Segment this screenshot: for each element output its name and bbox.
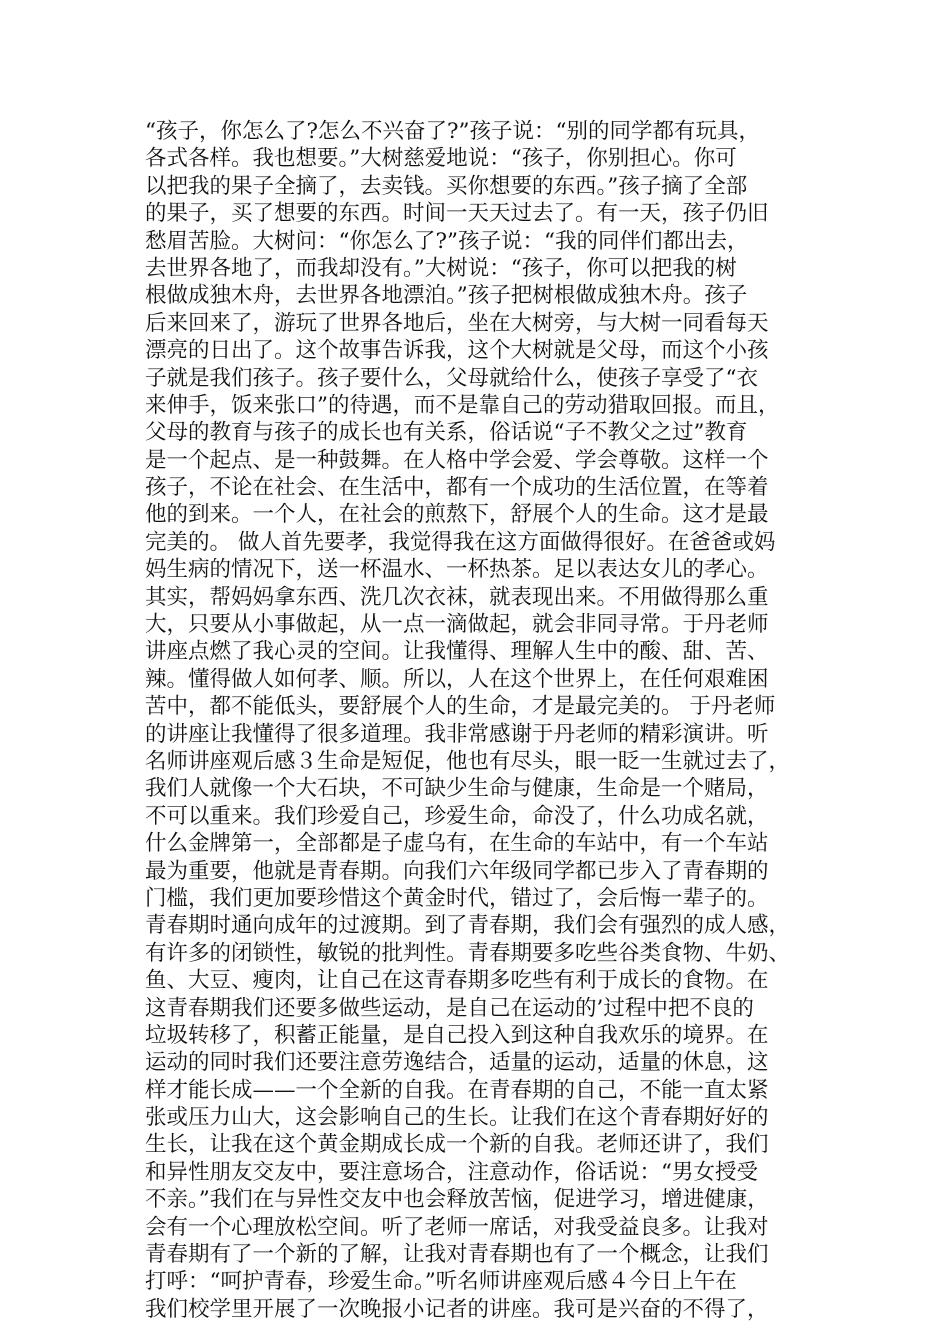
text-line: 妈生病的情况下，送一杯温水、一杯热茶。足以表达女儿的孝心。: [145, 557, 769, 583]
text-line: 打呼：“呵护青春，珍爱生命。”听名师讲座观后感４今日上午在: [145, 1269, 737, 1295]
text-line: 不可以重来。我们珍爱自己，珍爱生命，命没了，什么功成名就，: [145, 803, 769, 829]
text-line: 孩子，不论在社会、在生活中，都有一个成功的生活位置，在等着: [145, 475, 769, 501]
text-line: 青春期时通向成年的过渡期。到了青春期，我们会有强烈的成人感，: [145, 913, 791, 939]
text-line: 鱼、大豆、瘦肉，让自己在这青春期多吃些有利于成长的食物。在: [145, 968, 769, 994]
text-line: 和异性朋友交友中，要注意场合，注意动作，俗话说：“男女授受: [145, 1159, 758, 1185]
text-line: 是一个起点、是一种鼓舞。在人格中学会爱、学会尊敬。这样一个: [145, 447, 769, 473]
text-line: 后来回来了，游玩了世界各地后，坐在大树旁，与大树一同看每天: [145, 310, 769, 336]
text-line: 讲座点燃了我心灵的空间。让我懂得、理解人生中的酸、甜、苦、: [145, 639, 769, 665]
text-line: 不亲。”我们在与异性交友中也会释放苦恼，促进学习，增进健康，: [145, 1187, 769, 1213]
text-line: 辣。懂得做人如何孝、顺。所以，人在这个世界上，在任何艰难困: [145, 666, 769, 692]
text-line: 什么金牌第一，全部都是子虚乌有，在生命的车站中，有一个车站: [145, 831, 769, 857]
text-line: 完美的。 做人首先要孝，我觉得我在这方面做得很好。在爸爸或妈: [145, 529, 776, 555]
text-line: 垃圾转移了，积蓄正能量，是自己投入到这种自我欢乐的境界。在: [145, 1022, 769, 1048]
text-line: 愁眉苦脸。大树问：“你怎么了?”孩子说：“我的同伴们都出去，: [145, 228, 749, 254]
text-line: 会有一个心理放松空间。听了老师一席话，对我受益良多。让我对: [145, 1214, 769, 1240]
text-line: 去世界各地了，而我却没有。”大树说：“孩子，你可以把我的树: [145, 255, 737, 281]
text-line: 根做成独木舟，去世界各地漂泊。”孩子把树根做成独木舟。孩子: [145, 283, 748, 309]
text-line: 苦中，都不能低头，要舒展个人的生命，才是最完美的。 于丹老师: [145, 694, 776, 720]
text-line: 生长，让我在这个黄金期成长成一个新的自我。老师还讲了，我们: [145, 1132, 769, 1158]
text-line: 以把我的果子全摘了，去卖钱。买你想要的东西。”孩子摘了全部: [145, 173, 748, 199]
text-line: 各式各样。我也想要。”大树慈爱地说：“孩子，你别担心。你可: [145, 146, 737, 172]
text-line: 最为重要，他就是青春期。向我们六年级同学都已步入了青春期的: [145, 858, 769, 884]
text-line: 我们人就像一个大石块，不可缺少生命与健康，生命是一个赌局，: [145, 776, 769, 802]
text-line: 其实，帮妈妈拿东西、洗几次衣袜，就表现出来。不用做得那么重: [145, 584, 769, 610]
text-line: 名师讲座观后感３生命是短促，他也有尽头，眼一眨一生就过去了，: [145, 748, 791, 774]
text-line: 这青春期我们还要多做些运动，是自己在运动的’过程中把不良的: [145, 995, 754, 1021]
text-line: 他的到来。一个人，在社会的煎熬下，舒展个人的生命。这才是最: [145, 502, 769, 528]
text-line: 子就是我们孩子。孩子要什么，父母就给什么，使孩子享受了“衣: [145, 365, 758, 391]
text-line: 运动的同时我们还要注意劳逸结合，适量的运动，适量的休息，这: [145, 1050, 769, 1076]
text-line: “孩子，你怎么了?怎么不兴奋了?”孩子说：“别的同学都有玩具，: [145, 119, 761, 144]
text-line: 来伸手，饭来张口”的待遇，而不是靠自己的劳动猎取回报。而且，: [145, 392, 780, 418]
text-line: 有许多的闭锁性，敏锐的批判性。青春期要多吃些谷类食物、牛奶、: [145, 940, 791, 966]
text-line: 的讲座让我懂得了很多道理。我非常感谢于丹老师的精彩演讲。听: [145, 721, 769, 747]
body-text: [145, 118, 805, 1323]
text-line: 大，只要从小事做起，从一点一滴做起，就会非同寻常。于丹老师: [145, 612, 769, 638]
text-line: 样才能长成——一个全新的自我。在青春期的自己，不能一直太紧: [145, 1077, 769, 1103]
text-line: 的果子，买了想要的东西。时间一天天过去了。有一天，孩子仍旧: [145, 201, 769, 227]
text-line: 门槛，我们更加要珍惜这个黄金时代，错过了，会后悔一辈子的。: [145, 885, 769, 911]
text-line: 我们校学里开展了一次晚报小记者的讲座。我可是兴奋的不得了，: [145, 1296, 769, 1322]
text-line: 青春期有了一个新的了解，让我对青春期也有了一个概念，让我们: [145, 1242, 769, 1268]
text-line: 张或压力山大，这会影响自己的生长。让我们在这个青春期好好的: [145, 1105, 769, 1131]
text-line: 父母的教育与孩子的成长也有关系，俗话说“子不教父之过”教育: [145, 420, 748, 446]
text-line: 漂亮的日出了。这个故事告诉我，这个大树就是父母，而这个小孩: [145, 338, 769, 364]
